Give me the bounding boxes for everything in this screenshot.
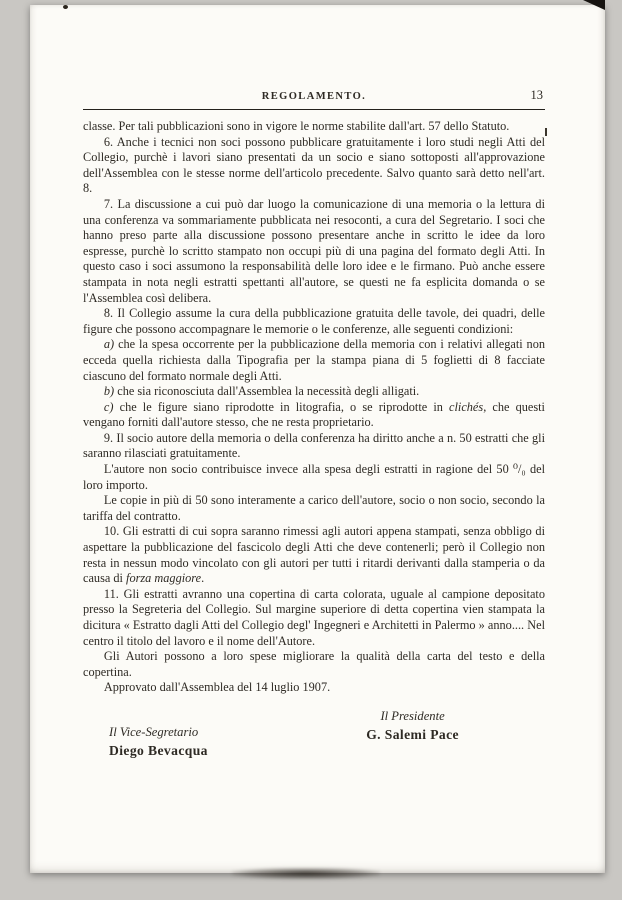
paragraph	[83, 649, 545, 680]
text-segment: L'autore non socio contribuisce invece alla spesa degli estratti in ragione del 50 ⁰/₀ del loro importo.	[83, 462, 545, 492]
paragraph	[83, 400, 545, 431]
page-header	[83, 89, 545, 106]
president-signature	[366, 709, 459, 742]
text-segment: 8. Il Collegio assume la cura della pubblicazione gratuita delle tavole, dei quadri, delle figure che possono accompagnare le memorie o le conferenze, alle seguenti condizioni:	[83, 306, 545, 336]
vice-secretary-title: Il Vice-Segretario	[109, 724, 199, 739]
vice-secretary-signature	[109, 725, 208, 758]
paragraph	[83, 119, 545, 135]
text-segment: .	[201, 571, 205, 586]
paragraph	[83, 680, 545, 696]
page-content	[83, 89, 545, 781]
running-header: REGOLAMENTO.	[261, 91, 367, 102]
scanned-page	[30, 5, 605, 873]
president-name: G. Salemi Pace	[366, 726, 459, 742]
page-number: 13	[530, 88, 543, 102]
text-segment: Gli Autori possono a loro spese migliorare la qualità della carta del testo e della copertina.	[83, 649, 545, 679]
text-segment: che le figure siano riprodotte in litografia, o se riprodotte in	[119, 399, 450, 414]
paragraph	[83, 462, 545, 493]
paragraph	[83, 493, 545, 524]
text-segment: b)	[103, 384, 118, 399]
paragraphs	[83, 119, 545, 696]
text-segment: c)	[103, 399, 120, 414]
paragraph	[83, 524, 545, 586]
paragraph	[83, 306, 545, 337]
header-rule	[83, 109, 545, 110]
text-segment: , che questi vengano forniti dall'autore stesso, che ne resta proprietario.	[83, 399, 545, 430]
signature-block	[83, 709, 545, 781]
paragraph	[83, 337, 545, 384]
paragraph	[83, 135, 545, 197]
text-segment: 7. La discussione a cui può dar luogo la comunicazione di una memoria o la lettura di una conferenza va sommariamente pubblicata nei resoconti, a cura del Segretario. I soci che hanno preso parte alla discussione possono presentare anche in scritto le idee da loro espresse, purchè lo scritto stampato non occupi più di una pagina del formato degli Atti. In questo caso i soci assumono la responsabilità delle loro idee e le firmano. Può anche essere stampata in nota negli estratti spettanti all'autore, se questi ne fa esplicita domanda o se l'Assemblea così delibera.	[83, 196, 545, 305]
text-segment: forza maggiore	[126, 571, 202, 586]
text-segment: Approvato dall'Assemblea del 14 luglio 1907.	[103, 680, 331, 695]
text-segment: che sia riconosciuta dall'Assemblea la necessità degli alligati.	[117, 384, 420, 399]
text-segment: 11. Gli estratti avranno una copertina di carta colorata, uguale al campione depositato presso la Segreteria del Collegio. Sul margine superiore di detta copertina vien stampata la dicitura « Estratto dagli Atti del Collegio degl' Ingegneri e Architetti in Palermo » anno.... Nel centro il titolo del lavoro e il nome dell'Autore.	[83, 586, 545, 648]
text-segment: 9. Il socio autore della memoria o della conferenza ha diritto anche a n. 50 estratti che gli saranno rilasciati gratuitamente.	[83, 430, 545, 461]
text-segment: Le copie in più di 50 sono interamente a carico dell'autore, socio o non socio, secondo la tariffa del contratto.	[83, 493, 545, 523]
text-segment: a)	[103, 337, 119, 352]
president-title: Il Presidente	[380, 708, 445, 723]
text-segment: che la spesa occorrente per la pubblicazione della memoria con i relativi allegati non ecceda quella richiesta dalla Tipografia per la stampa piana di 5 foglietti di 8 facciate ciascuno del formato normale degli Atti.	[83, 337, 546, 383]
text-segment: 6. Anche i tecnici non soci possono pubblicare gratuitamente i loro studi negli Atti del Collegio, purchè i lavori siano presentati da un socio e siano sottoposti all'approvazione dell'Assemblea con le stesse norme dell'articolo precedente. Salvo quanto sarà detto nell'art. 8.	[83, 134, 545, 196]
vice-secretary-name: Diego Bevacqua	[109, 742, 208, 758]
paragraph	[83, 197, 545, 306]
text-segment: classe. Per tali pubblicazioni sono in vigore le norme stabilite dall'art. 57 dello Statuto.	[83, 119, 510, 133]
paragraph	[83, 384, 545, 400]
paragraph	[83, 431, 545, 462]
text-segment: 10. Gli estratti di cui sopra saranno rimessi agli autori appena stampati, senza obbligo di aspettare la pubblicazione del fascicolo degli Atti che deve contenerli; però il Collegio non resta in nessun modo vincolato con gli autori per tutti i ritardi derivanti dalla stamperia o da causa di	[83, 524, 545, 586]
text-segment: clichés	[449, 399, 484, 414]
paragraph	[83, 587, 545, 649]
